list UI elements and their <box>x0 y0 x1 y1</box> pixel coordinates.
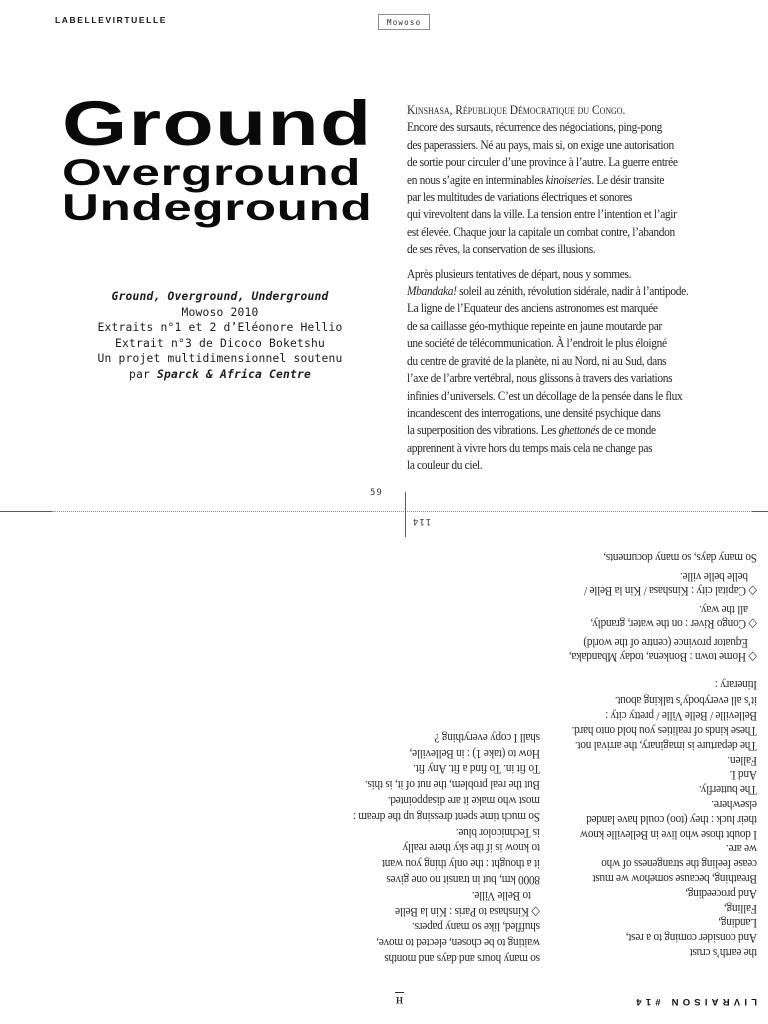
text-line: Encore des sursauts, récurrence des négociations, ping-pong <box>407 119 662 135</box>
poem-block <box>505 694 757 960</box>
masthead-livraison: LIVRAISON #14 <box>632 996 757 1007</box>
h-logo-mark: H <box>395 992 404 1004</box>
bottom-column-1 <box>505 551 757 960</box>
text-line: ◇ Home town : Bonkena, today Mbandaka, <box>569 649 757 664</box>
text-line: Breathing, because somehow we must <box>592 872 757 887</box>
text-line: the earth’s crust <box>689 946 757 960</box>
text-line: en nous s’agite en interminables kinoiseries. Le désir transite <box>407 171 665 187</box>
text-line: To fit in. To find a fit. Any fit. <box>413 762 540 777</box>
fold-rule-left <box>0 511 52 512</box>
text-line: de ses rêves, la conservation de ses illusions. <box>407 241 596 257</box>
text-line: But the real problem, the nut of it, is this. <box>365 778 540 793</box>
text-line: par les multitudes de variations électriques et sonores <box>407 189 632 205</box>
text-line: qui virevoltent dans la ville. La tension entre l’intention et l’agir <box>407 206 677 222</box>
text-line: waiting to be chosen, elected to move, <box>376 936 540 951</box>
title-line-ground: Ground <box>62 89 373 159</box>
text-line: la couleur du ciel. <box>407 457 483 473</box>
text-line: shuffled, like so many papers. <box>412 920 540 935</box>
text-line: their luck : they (too) could have landed <box>586 812 757 827</box>
fold-rule-dotted <box>52 511 752 512</box>
text-line: Fallen. <box>727 753 757 768</box>
title-line-overground: Overground <box>62 152 362 193</box>
text-line: de sortie pour circuler d’une province à l’autre. La guerre entrée <box>407 154 678 170</box>
text-line: The butterfly. <box>699 783 757 798</box>
credits-extraits-1: Extraits n°1 et 2 d’Eléonore Hellio <box>97 321 343 334</box>
text-line: est élevée. Chaque jour la capitale un combat contre, l’abandon <box>407 223 675 239</box>
body-paragraph-1 <box>407 118 768 257</box>
page-number-top: 59 <box>370 488 383 498</box>
bottom-column-2 <box>288 729 540 966</box>
credits-block <box>70 289 370 382</box>
text-line: l’axe de l’arbre vertébral, nous glissons à travers des variations <box>407 370 673 386</box>
text-line: How to (take 1) : in Belleville, <box>409 746 540 761</box>
page-number-bottom-rotated: 114 <box>412 516 432 526</box>
text-line: most who make it are disappointed. <box>388 794 540 809</box>
itinerary-block <box>505 551 757 692</box>
text-line: all the way. <box>699 602 748 617</box>
text-line: belle belle ville. <box>680 569 748 584</box>
article-title <box>62 89 373 228</box>
text-line: de sa caillasse géo-mythique repeinte en jaune moutarde par <box>407 317 662 333</box>
text-line: Après plusieurs tentatives de départ, nous y sommes. <box>407 265 632 281</box>
text-line: ◇ Congo River : on the water, grandly, <box>590 616 757 631</box>
text-line: ◇ Kinshasa to Paris : Kin la Belle <box>395 904 540 919</box>
text-line: And proceeding, <box>685 886 757 901</box>
text-line: Mbandaka! soleil au zénith, révolution sidérale, nadir à l’antipode. <box>407 283 689 299</box>
text-line: So much time spent dressing up the dream : <box>353 809 540 824</box>
text-line: And I. <box>729 768 757 783</box>
text-line: I doubt those who live in Belleville know <box>580 827 757 842</box>
text-line: to know is if the sky there really <box>402 841 540 856</box>
title-line-undeground: Undeground <box>62 187 373 228</box>
text-line: du centre de gravité de la planète, ni au Nord, ni au Sud, dans <box>407 352 667 368</box>
text-line: so many hours and days and months <box>384 952 540 966</box>
page-bottom-rotated <box>0 540 768 1024</box>
fold-centre-tick <box>405 492 406 537</box>
text-line: Falling, <box>724 901 757 916</box>
text-line: These kinds of realities you hold onto hard. <box>571 724 757 739</box>
text-line: And consider coming to a rest, <box>625 931 757 946</box>
text-line: 8000 km, but in transit no one gives <box>386 873 540 888</box>
body-paragraph-2 <box>407 265 768 474</box>
body-lead-smallcaps: Kinshasa, République Démocratique du Congo. <box>407 102 626 117</box>
body-column <box>407 101 768 474</box>
credits-extrait-3: Extrait n°3 de Dicoco Boketshu <box>114 336 326 350</box>
text-line: it a thought : the only thing you want <box>382 857 540 872</box>
itinerary-list <box>505 551 757 664</box>
text-line: infinies d’universels. C’est un décollage de la pensée dans le flux <box>407 387 683 403</box>
text-line: shall I copy everything ? <box>434 730 540 745</box>
text-line: So many days, so many documents, <box>603 550 757 565</box>
text-line: Belleville / Belle Ville / pretty city : <box>605 709 757 724</box>
credits-project: Un projet multidimensionnel soutenu <box>97 352 343 365</box>
text-line: la superposition des vibrations. Les ghettonés de ce monde <box>407 422 656 438</box>
text-line: incandescent des interrogations, une densité psychique dans <box>407 404 661 420</box>
text-line: to Belle Ville. <box>472 888 531 903</box>
credits-sponsor: par Sparck & Africa Centre <box>128 367 312 381</box>
credits-sponsor-name: Sparck & Africa Centre <box>156 367 312 381</box>
credits-title: Ground, Overground, Underground <box>111 290 329 303</box>
masthead-labellevirtuelle: LABELLEVIRTUELLE <box>55 15 168 25</box>
text-line: cease feeling the strangeness of who <box>601 857 757 872</box>
text-line: elsewhere. <box>711 798 757 813</box>
text-line: it’s all everybody’s talking about. <box>615 694 757 709</box>
itinerary-heading: Itinerary : <box>714 677 757 692</box>
mowoso-tag-box: Mowoso <box>378 14 430 30</box>
text-line: Equator province (centre of the world) <box>583 635 748 650</box>
text-line: Landing, <box>718 916 757 931</box>
text-line: La ligne de l’Equateur des anciens astronomes est marquée <box>407 300 658 316</box>
text-line: is Technicolor blue. <box>456 825 540 840</box>
fold-rule-right <box>752 511 768 512</box>
text-line: apprennent à vivre hors du temps mais cela ne change pas <box>407 439 653 455</box>
text-line: ◇ Capital city : Kinshasa / Kin la Belle / <box>584 583 757 598</box>
text-line: we are. <box>726 842 757 857</box>
text-line: des paperassiers. Né au pays, mais si, on exige une autorisation <box>407 136 674 152</box>
text-line: une société de télécommunication. À l’endroit le plus éloigné <box>407 335 667 351</box>
credits-year: Mowoso 2010 <box>181 305 259 319</box>
text-line: The departure is imaginary, the arrival not. <box>575 738 757 753</box>
